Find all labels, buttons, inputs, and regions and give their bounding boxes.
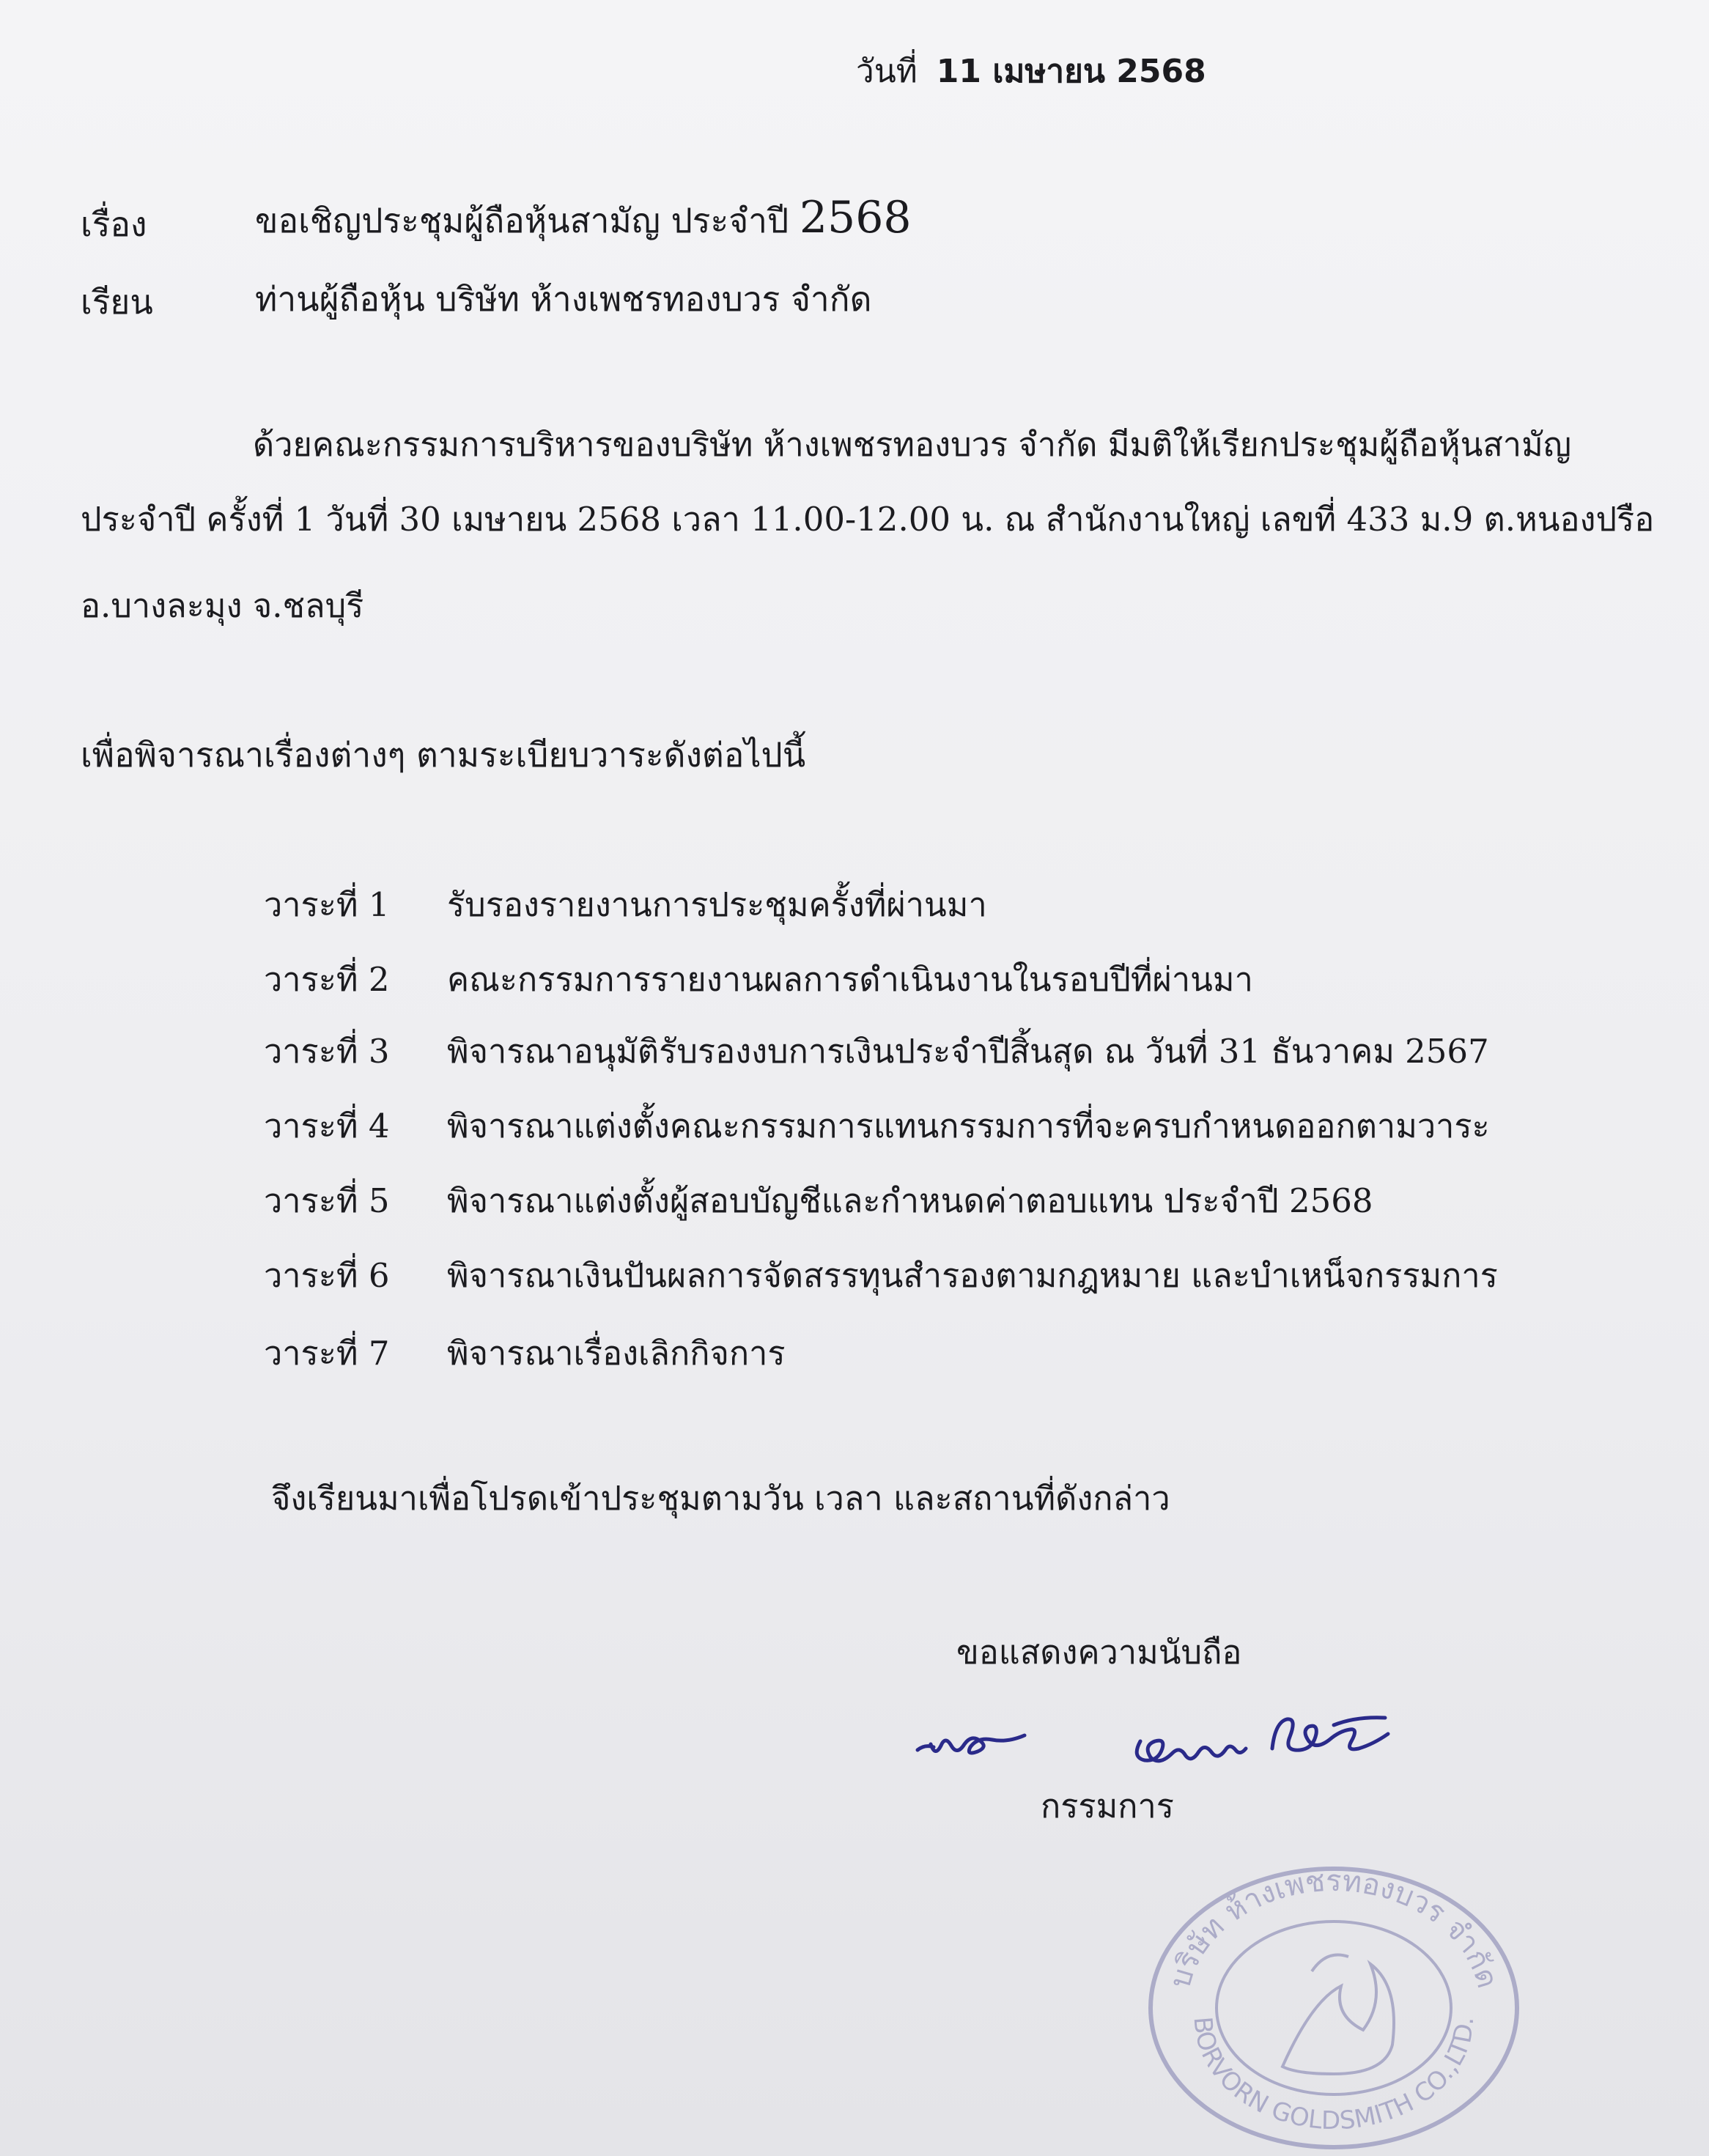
agenda-number: วาระที่ 3 — [264, 1032, 390, 1071]
company-seal-stamp — [1143, 1861, 1524, 2155]
agenda-item — [264, 1025, 1489, 1090]
subject-label: เรื่อง — [81, 204, 147, 244]
handwritten-signature — [909, 1699, 1436, 1779]
agenda-text: พิจารณาแต่งตั้งคณะกรรมการแทนกรรมการที่จะครบกำหนดออกตามวาระ — [447, 1107, 1490, 1145]
agenda-text: พิจารณาเรื่องเลิกกิจการ — [447, 1334, 786, 1373]
signatory-title: กรรมการ — [1041, 1787, 1174, 1825]
agenda-text: พิจารณาเงินปันผลการจัดสรรทุนสำรองตามกฎหมาย และบำเหน็จกรรมการ — [447, 1256, 1498, 1295]
svg-text:BORVORN GOLDSMITH CO.,LTD. — [1188, 2016, 1480, 2136]
agenda-number: วาระที่ 6 — [264, 1256, 390, 1295]
agenda-item — [264, 878, 987, 944]
agenda-text: คณะกรรมการรายงานผลการดำเนินงานในรอบปีที่ผ่านมา — [447, 960, 1253, 999]
agenda-text: พิจารณาอนุมัติรับรองงบการเงินประจำปีสิ้นสุด ณ วันที่ 31 ธันวาคม 2567 — [447, 1032, 1489, 1071]
agenda-number: วาระที่ 5 — [264, 1181, 390, 1220]
body-line-2: ประจำปี ครั้งที่ 1 วันที่ 30 เมษายน 2568 เวลา 11.00-12.00 น. ณ สำนักงานใหญ่ เลขที่ 433 ม.9 ต.หนองปรือ — [81, 500, 1655, 539]
agenda-number: วาระที่ 1 — [264, 885, 390, 924]
agenda-text: พิจารณาแต่งตั้งผู้สอบบัญชีและกำหนดค่าตอบแทน ประจำปี 2568 — [447, 1181, 1373, 1220]
agenda-item — [264, 1249, 1498, 1315]
agenda-number: วาระที่ 7 — [264, 1334, 390, 1373]
subject-year: 2568 — [799, 192, 912, 243]
agenda-item — [264, 1174, 1373, 1240]
agenda-item — [264, 953, 1253, 1019]
date-label: วันที่ — [856, 53, 918, 90]
regards-line: ขอแสดงความนับถือ — [956, 1633, 1242, 1672]
agenda-intro: เพื่อพิจารณาเรื่องต่างๆ ตามระเบียบวาระดังต่อไปนี้ — [81, 735, 806, 775]
agenda-number: วาระที่ 4 — [264, 1107, 390, 1145]
agenda-text: รับรองรายงานการประชุมครั้งที่ผ่านมา — [447, 885, 987, 924]
agenda-item — [264, 1099, 1490, 1165]
seal-text-bottom: BORVORN GOLDSMITH CO.,LTD. — [1187, 2015, 1480, 2136]
body-line-1: ด้วยคณะกรรมการบริหารของบริษัท ห้างเพชรทองบวร จำกัด มีมติให้เรียกประชุมผู้ถือหุ้นสามัญ — [253, 425, 1572, 464]
seal-text-top: บริษัท ห้างเพชรทองบวร จำกัด — [1163, 1864, 1505, 1993]
closing-line: จึงเรียนมาเพื่อโปรดเข้าประชุมตามวัน เวลา และสถานที่ดังกล่าว — [271, 1479, 1170, 1518]
letter-date — [856, 45, 1206, 97]
body-line-3: อ.บางละมุง จ.ชลบุรี — [81, 586, 364, 625]
recipient-value: ท่านผู้ถือหุ้น บริษัท ห้างเพชรทองบวร จำกัด — [255, 279, 872, 319]
subject-value — [255, 192, 912, 248]
recipient-label: เรียน — [81, 282, 153, 322]
agenda-number: วาระที่ 2 — [264, 960, 390, 999]
subject-text: ขอเชิญประชุมผู้ถือหุ้นสามัญ ประจำปี — [255, 201, 789, 240]
svg-text:บริษัท ห้างเพชรทองบวร จำกัด — [1163, 1864, 1504, 1992]
agenda-item — [264, 1326, 786, 1392]
date-value: 11 เมษายน 2568 — [936, 53, 1206, 90]
